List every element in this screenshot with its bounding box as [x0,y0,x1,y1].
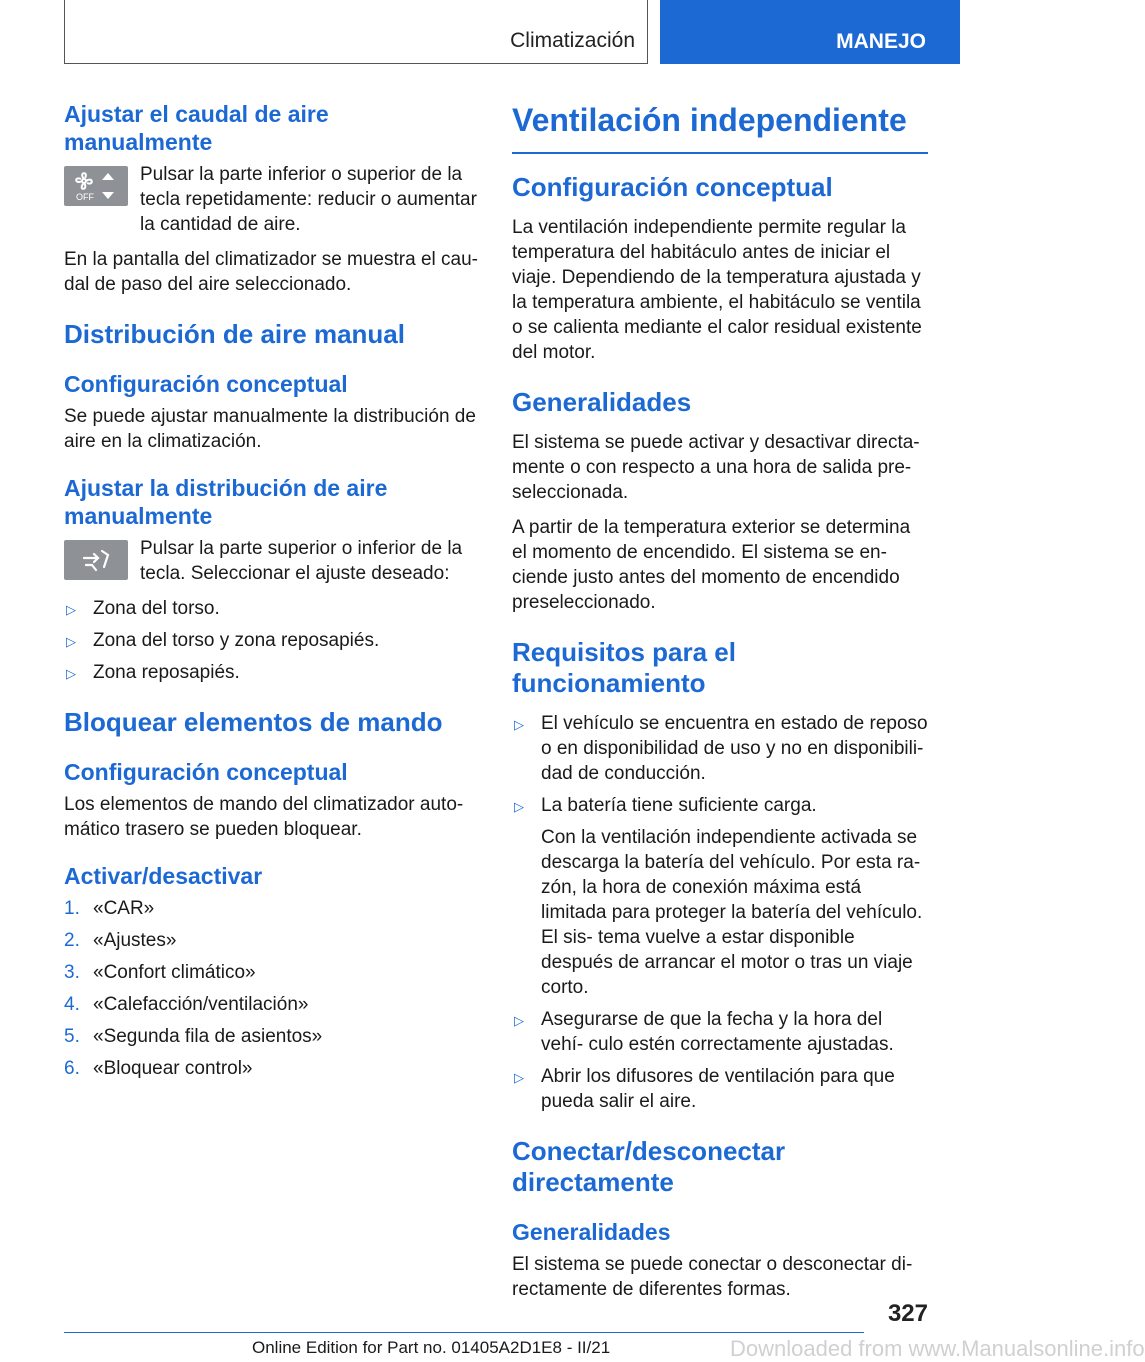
page-number: 327 [887,1300,928,1327]
list-item: ▷ La batería tiene suficiente carga. Con la ventilación independiente activada se descarga la batería del vehículo. Por esta ra- zón, la hora de conexión máxima está limitada para proteger la batería del vehículo. El sis- tema vuelve a estar disponible después de arrancar el motor o tras un viaje corto. [514,795,923,998]
lock-heading: Bloquear elementos de mando [64,707,443,737]
concept-text: La ventilación independiente permite regular la temperatura del habitáculo antes de iniciar el viaje. Dependiendo de la temperatura ajustada y la temperatura ambiente, el habitáculo se ventila o se calienta mediante el calor residual existente del motor. [512,217,922,363]
requirements-list [512,711,928,1114]
requirements-heading: Requisitos para el funcionamiento [512,637,736,698]
distribution-heading: Distribución de aire manual [64,319,405,349]
left-column [64,100,480,1088]
airflow-heading: Ajustar el caudal de aire manualmente [64,101,329,155]
right-column [512,100,928,1312]
distribution-concept-heading: Configuración conceptual [64,371,348,397]
distribution-options [64,596,480,685]
bullet-triangle-icon: ▷ [66,634,76,649]
connect-text: El sistema se puede conectar o desconectar di- rectamente de diferentes formas. [512,1254,913,1300]
distribution-instruction-box [64,536,480,586]
lock-steps [64,896,480,1081]
header-section-box [64,0,648,64]
watermark: Downloaded from www.Manualsonline.info [730,1336,1145,1361]
list-item: 3. «Confort climático» [64,962,256,983]
bullet-triangle-icon: ▷ [514,1070,524,1085]
list-item: 1. «CAR» [64,898,155,919]
list-item: ▷ Zona del torso. [64,596,480,621]
distribution-concept-text: Se puede ajustar manualmente la distribución de aire en la climatización. [64,406,476,452]
bullet-triangle-icon: ▷ [514,717,524,732]
list-item: 5. «Segunda fila de asientos» [64,1026,323,1047]
fan-off-key-icon [64,166,128,206]
list-item: ▷ Abrir los difusores de ventilación para que pueda salir el aire. [514,1066,895,1112]
bullet-triangle-icon: ▷ [66,666,76,681]
lock-concept-heading: Configuración conceptual [64,759,348,785]
list-item: 2. «Ajustes» [64,930,177,951]
lock-concept-text: Los elementos de mando del climatizador auto- mático trasero se pueden bloquear. [64,794,464,840]
fan-off-key-label: OFF [76,192,94,202]
distribution-instruction: Pulsar la parte superior o inferior de la tecla. Seleccionar el ajuste deseado: [140,538,463,584]
distribution-adjust-heading: Ajustar la distribución de aire manualmente [64,475,388,529]
general-paragraph-2: A partir de la temperatura exterior se determina el momento de encendido. El sistema se en- ciende justo antes del momento de encendido preseleccionado. [512,517,911,613]
bullet-triangle-icon: ▷ [66,602,76,617]
connect-heading: Conectar/desconectar directamente [512,1136,786,1197]
airflow-instruction: Pulsar la parte inferior o superior de la tecla repetidamente: reducir o aumentar la cantidad de aire. [140,164,477,235]
footer-edition: Online Edition for Part no. 01405A2D1E8 - II/21 [252,1338,611,1357]
general-paragraph-1: El sistema se puede activar y desactivar directa- mente o con respecto a una hora de salida pre- seleccionada. [512,432,920,503]
header-section-title: Climatización [510,29,635,52]
air-distribution-key-icon [64,540,128,580]
concept-heading: Configuración conceptual [512,172,833,202]
footer-divider [64,1332,864,1333]
lock-activate-heading: Activar/desactivar [64,863,263,889]
list-item: ▷ Asegurarse de que la fecha y la hora del vehí- culo estén correctamente ajustadas. [514,1009,894,1055]
airflow-instruction-box [64,162,480,237]
airflow-note: En la pantalla del climatizador se muestra el cau- dal de paso del aire seleccionado. [64,249,478,295]
bullet-triangle-icon: ▷ [514,1013,524,1028]
header-chapter-tab: MANEJO [660,0,960,64]
list-item: ▷ Zona del torso y zona reposapiés. [64,628,480,653]
page-title: Ventilación independiente [512,100,928,154]
bullet-triangle-icon: ▷ [514,799,524,814]
general-heading: Generalidades [512,387,692,417]
connect-sub-heading: Generalidades [512,1219,671,1245]
list-item: ▷ El vehículo se encuentra en estado de reposo o en disponibilidad de uso y no en disponibili- dad de conducción. [514,713,928,784]
list-item: 4. «Calefacción/ventilación» [64,994,309,1015]
list-item: 6. «Bloquear control» [64,1058,253,1079]
list-item: ▷ Zona reposapiés. [64,660,480,685]
